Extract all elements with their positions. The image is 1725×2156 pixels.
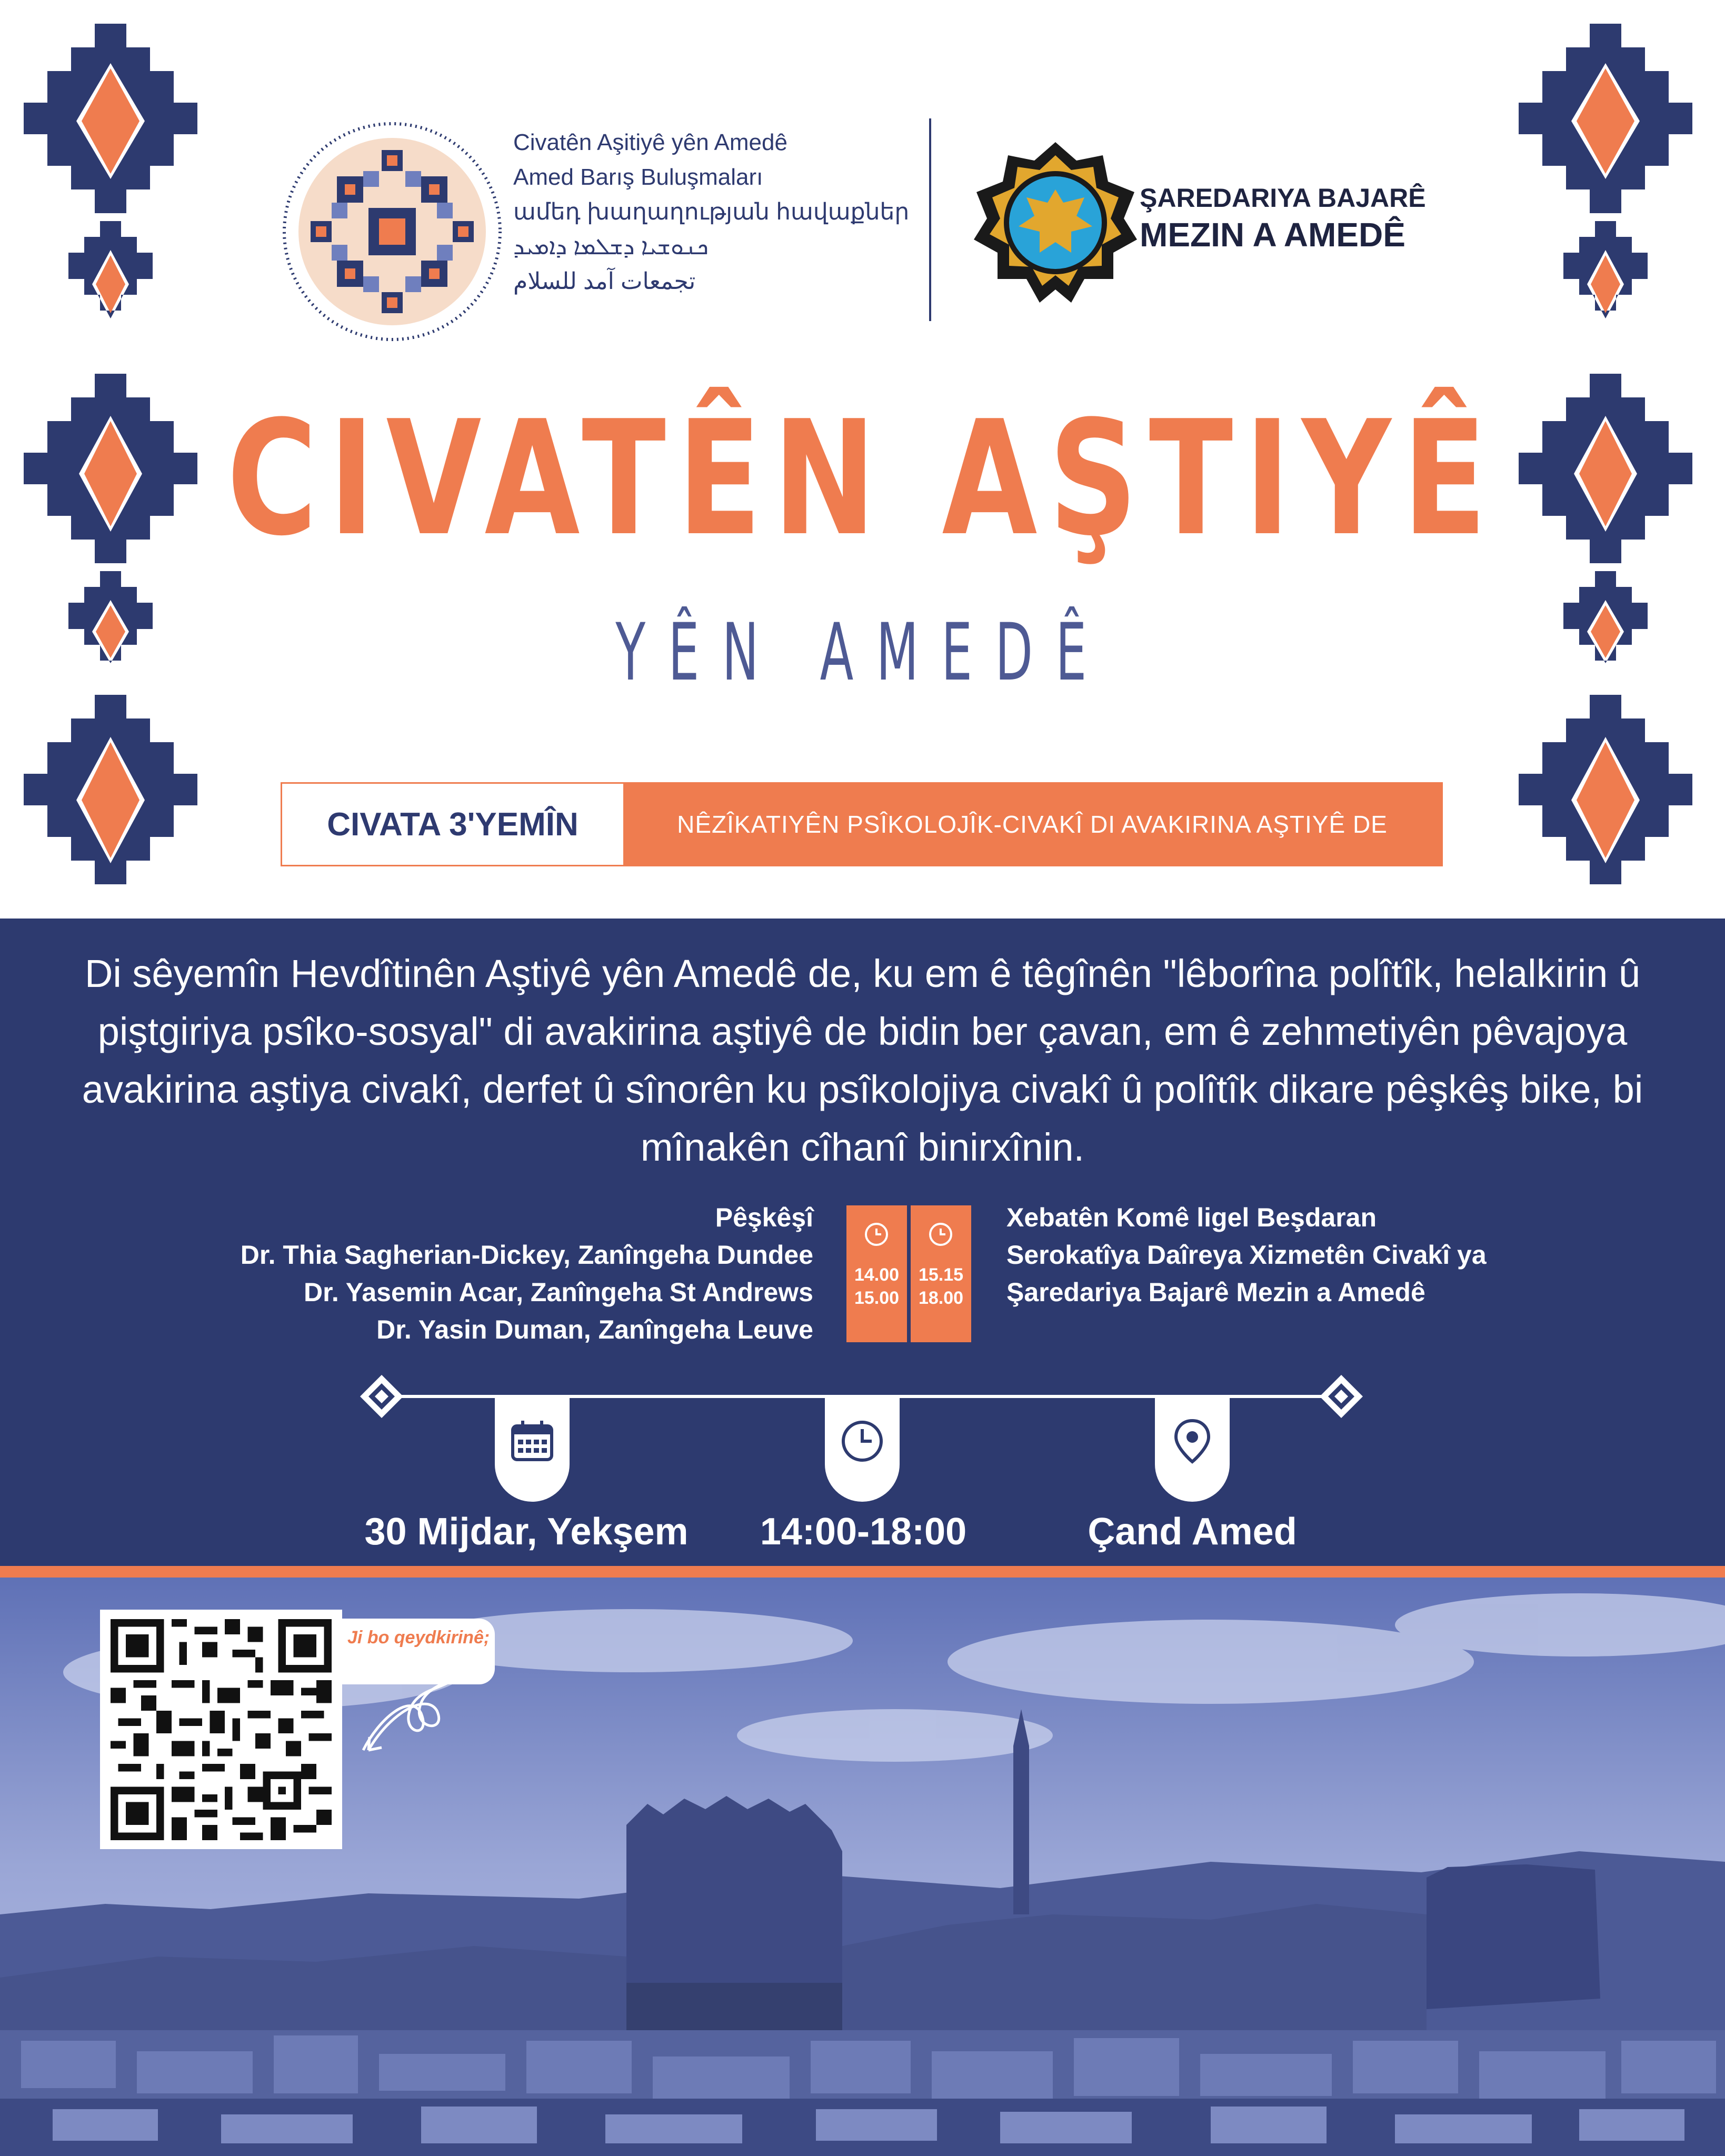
kilim-ornament-right bbox=[1516, 11, 1695, 926]
workshop-line-3: Şaredariya Bajarê Mezin a Amedê bbox=[1006, 1277, 1425, 1307]
organizer-name-turkish: Amed Barış Buluşmaları bbox=[513, 164, 763, 190]
workshop-info bbox=[1006, 1199, 1638, 1311]
kilim-ornament-left bbox=[21, 11, 200, 926]
session-banner bbox=[281, 782, 1443, 866]
event-title: CIVATÊN AŞTIYÊ bbox=[226, 387, 1499, 571]
diamond-ornament-icon bbox=[359, 1374, 404, 1419]
workshop-time-card bbox=[911, 1205, 971, 1342]
presentation-label: Pêşkêşî bbox=[715, 1203, 813, 1232]
workshop-time-start: 15.15 bbox=[918, 1265, 964, 1285]
date-tab bbox=[495, 1396, 570, 1502]
event-date: 30 Mijdar, Yekşem bbox=[364, 1511, 689, 1553]
location-tab bbox=[1155, 1396, 1230, 1502]
calendar-icon bbox=[508, 1418, 556, 1465]
municipality-logo bbox=[971, 139, 1140, 308]
logo-divider bbox=[929, 118, 931, 321]
pointer-arrow-icon bbox=[358, 1645, 500, 1766]
clock-icon bbox=[928, 1221, 954, 1247]
speaker-3: Dr. Yasin Duman, Zanîngeha Leuve bbox=[376, 1315, 813, 1344]
organizer-names bbox=[513, 125, 924, 299]
session-topic: NÊZÎKATIYÊN PSÎKOLOJÎK-CIVAKÎ DI AVAKIRINA AŞTIYÊ DE bbox=[623, 784, 1441, 865]
organizer-name-arabic: تجمعات آمد للسلام bbox=[513, 268, 696, 294]
workshop-line-1: Xebatên Komê ligel Beşdaran bbox=[1006, 1203, 1377, 1232]
clock-icon bbox=[839, 1418, 886, 1465]
diamond-ornament-icon bbox=[1319, 1374, 1364, 1419]
peace-meetings-logo bbox=[279, 118, 505, 345]
municipality-name bbox=[1140, 182, 1455, 255]
workshop-time-end: 18.00 bbox=[918, 1288, 964, 1308]
event-description: Di sêyemîn Hevdîtinên Aştiyê yên Amedê de, ku em ê têgînên "lêborîna polîtîk, helalkirin û piştgiriya psîko-sosyal" di avakirina aştiyê de bidin ber çavan, em ê zehmetiyên pêvajoya avakirina aştiya civakî, derfet û sînorên ku psîkolojiya civakî û polîtîk dikare pêşkêş bike, bi mînakên cîhanî binirxînin. bbox=[82, 952, 1643, 1169]
event-location: Çand Amed bbox=[1088, 1511, 1297, 1553]
presentation-time-card bbox=[846, 1205, 907, 1342]
organizer-name-kurdish: Civatên Aşitiyê yên Amedê bbox=[513, 129, 787, 155]
organizer-name-syriac: ܟܢܘܫܝܐ ܕܫܠܡܐ ܕܐܡܝܕ bbox=[513, 234, 709, 259]
time-tab bbox=[825, 1396, 900, 1502]
registration-qr-card[interactable] bbox=[100, 1610, 342, 1849]
accent-stripe bbox=[0, 1566, 1725, 1578]
location-pin-icon bbox=[1169, 1418, 1216, 1465]
event-subtitle: YÊN AMEDÊ bbox=[615, 607, 1110, 698]
presentation-time-end: 15.00 bbox=[854, 1288, 900, 1308]
speaker-1: Dr. Thia Sagherian-Dickey, Zanîngeha Dundee bbox=[240, 1240, 813, 1270]
presentation-time-start: 14.00 bbox=[854, 1265, 900, 1285]
qr-code[interactable] bbox=[111, 1619, 332, 1840]
workshop-line-2: Serokatîya Daîreya Xizmetên Civakî ya bbox=[1006, 1240, 1487, 1270]
organizer-name-armenian: ամեդ խաղաղության հավաքներ bbox=[513, 199, 910, 225]
clock-icon bbox=[863, 1221, 890, 1247]
session-number: CIVATA 3'YEMÎN bbox=[327, 806, 579, 843]
municipality-name-line2: MEZIN A AMEDÊ bbox=[1140, 216, 1405, 254]
registration-label: Ji bo qeydkirinê; bbox=[347, 1628, 490, 1648]
municipality-name-line1: ŞAREDARIYA BAJARÊ bbox=[1140, 183, 1426, 213]
speaker-2: Dr. Yasemin Acar, Zanîngeha St Andrews bbox=[304, 1277, 813, 1307]
event-time: 14:00-18:00 bbox=[760, 1511, 967, 1553]
